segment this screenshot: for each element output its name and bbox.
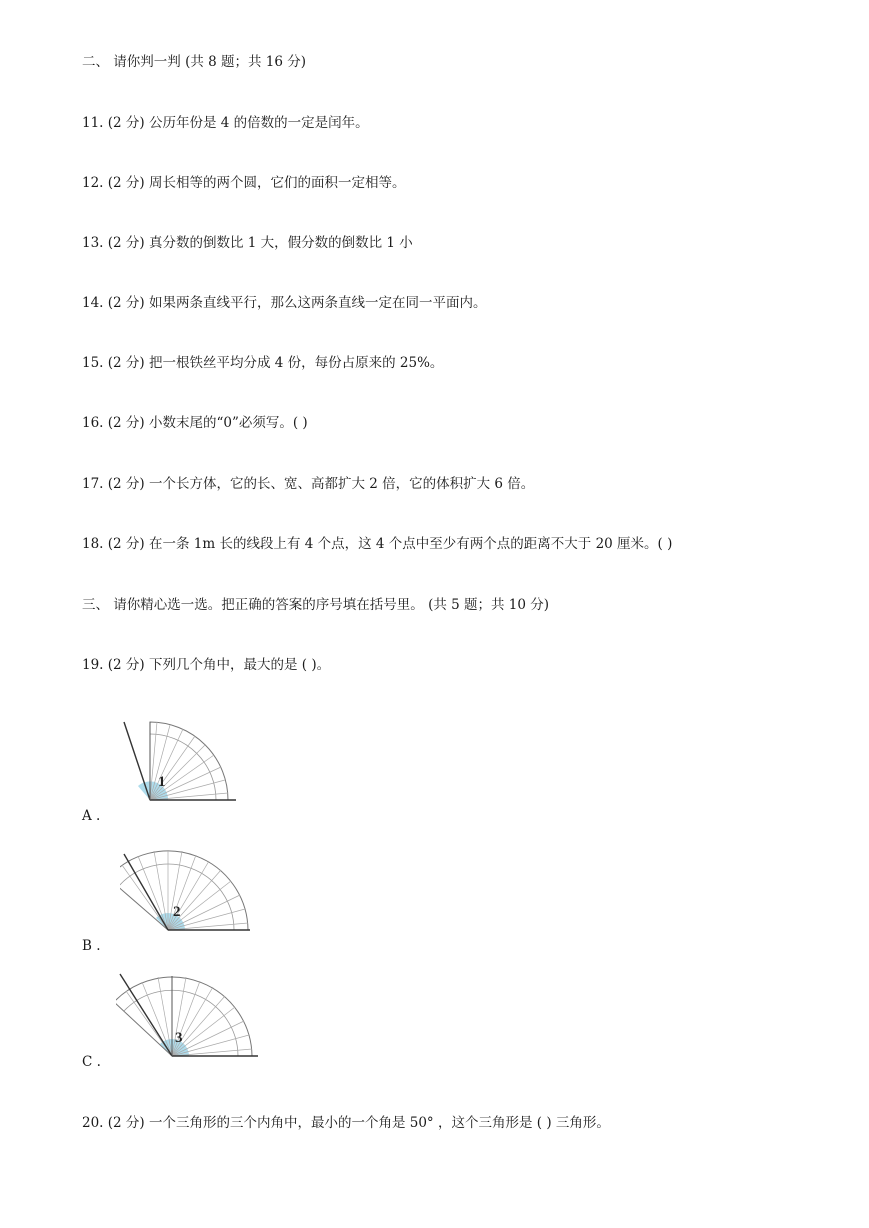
question-15: 15. (2 分) 把一根铁丝平均分成 4 份，每份占原来的 25%。: [82, 355, 444, 371]
question-19: 19. (2 分) 下列几个角中，最大的是 ( )。: [82, 657, 331, 673]
option-c[interactable]: [82, 962, 282, 1072]
angle-number: 3: [175, 1030, 183, 1046]
protractor-angle-figure: [116, 962, 286, 1062]
section-judge-header: 二、 请你判一判 (共 8 题；共 16 分): [82, 54, 307, 70]
question-13: 13. (2 分) 真分数的倒数比 1 大，假分数的倒数比 1 小: [82, 235, 413, 251]
question-20: 20. (2 分) 一个三角形的三个内角中，最小的一个角是 50° ，这个三角形是 ( ) 三角形。: [82, 1115, 610, 1131]
question-16: 16. (2 分) 小数末尾的“0”必须写。( ): [82, 415, 308, 431]
protractor-angle-figure: [120, 846, 290, 938]
question-17: 17. (2 分) 一个长方体，它的长、宽、高都扩大 2 倍，它的体积扩大 6 倍。: [82, 476, 535, 492]
question-12: 12. (2 分) 周长相等的两个圆，它们的面积一定相等。: [82, 175, 406, 191]
angle-number: 2: [173, 904, 181, 920]
option-c-label: C .: [82, 1054, 101, 1070]
protractor-angle-figure: [116, 716, 276, 808]
angle-number: 1: [158, 774, 166, 790]
option-a[interactable]: [82, 716, 282, 826]
option-b[interactable]: [82, 846, 282, 956]
section-choose-header: 三、 请你精心选一选。把正确的答案的序号填在括号里。 (共 5 题；共 10 分): [82, 597, 550, 613]
question-18: 18. (2 分) 在一条 1m 长的线段上有 4 个点，这 4 个点中至少有两个点的距离不大于 20 厘米。( ): [82, 536, 673, 552]
question-11: 11. (2 分) 公历年份是 4 的倍数的一定是闰年。: [82, 115, 369, 131]
option-b-label: B .: [82, 938, 101, 954]
question-14: 14. (2 分) 如果两条直线平行，那么这两条直线一定在同一平面内。: [82, 295, 487, 311]
option-a-label: A .: [82, 808, 101, 824]
